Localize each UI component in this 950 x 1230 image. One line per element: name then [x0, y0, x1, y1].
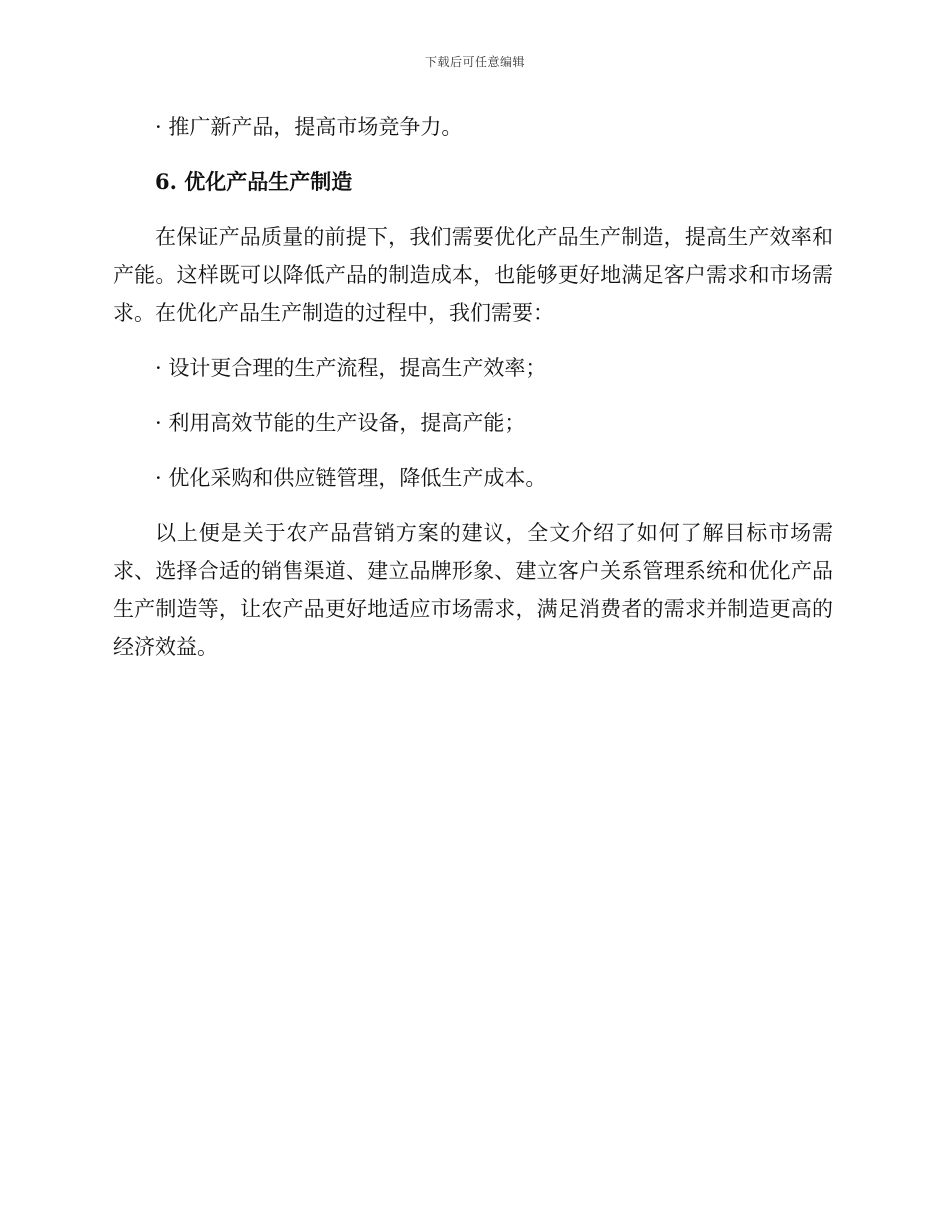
page-header: 下载后可任意编辑	[424, 55, 525, 69]
conclusion-paragraph: 以上便是关于农产品营销方案的建议，全文介绍了如何了解目标市场需求、选择合适的销售渠道、建立品牌形象、建立客户关系管理系统和优化产品生产制造等，让农产品更好地适应市场需求，满足消费者的需求并制造更高的经济效益。	[113, 521, 833, 659]
body-paragraph: 在保证产品质量的前提下，我们需要优化产品生产制造，提高生产效率和产能。这样既可以降低产品的制造成本，也能够更好地满足客户需求和市场需求。在优化产品生产制造的过程中，我们需要：	[113, 225, 833, 325]
bullet-item: · 利用高效节能的生产设备，提高产能；	[155, 411, 526, 435]
document-body	[113, 108, 833, 683]
bullet-item: · 优化采购和供应链管理，降低生产成本。	[155, 466, 547, 490]
section-heading: 6. 优化产品生产制造	[155, 169, 353, 194]
bullet-item: · 推广新产品，提高市场竞争力。	[155, 115, 463, 139]
bullet-item: · 设计更合理的生产流程，提高生产效率；	[155, 356, 547, 380]
